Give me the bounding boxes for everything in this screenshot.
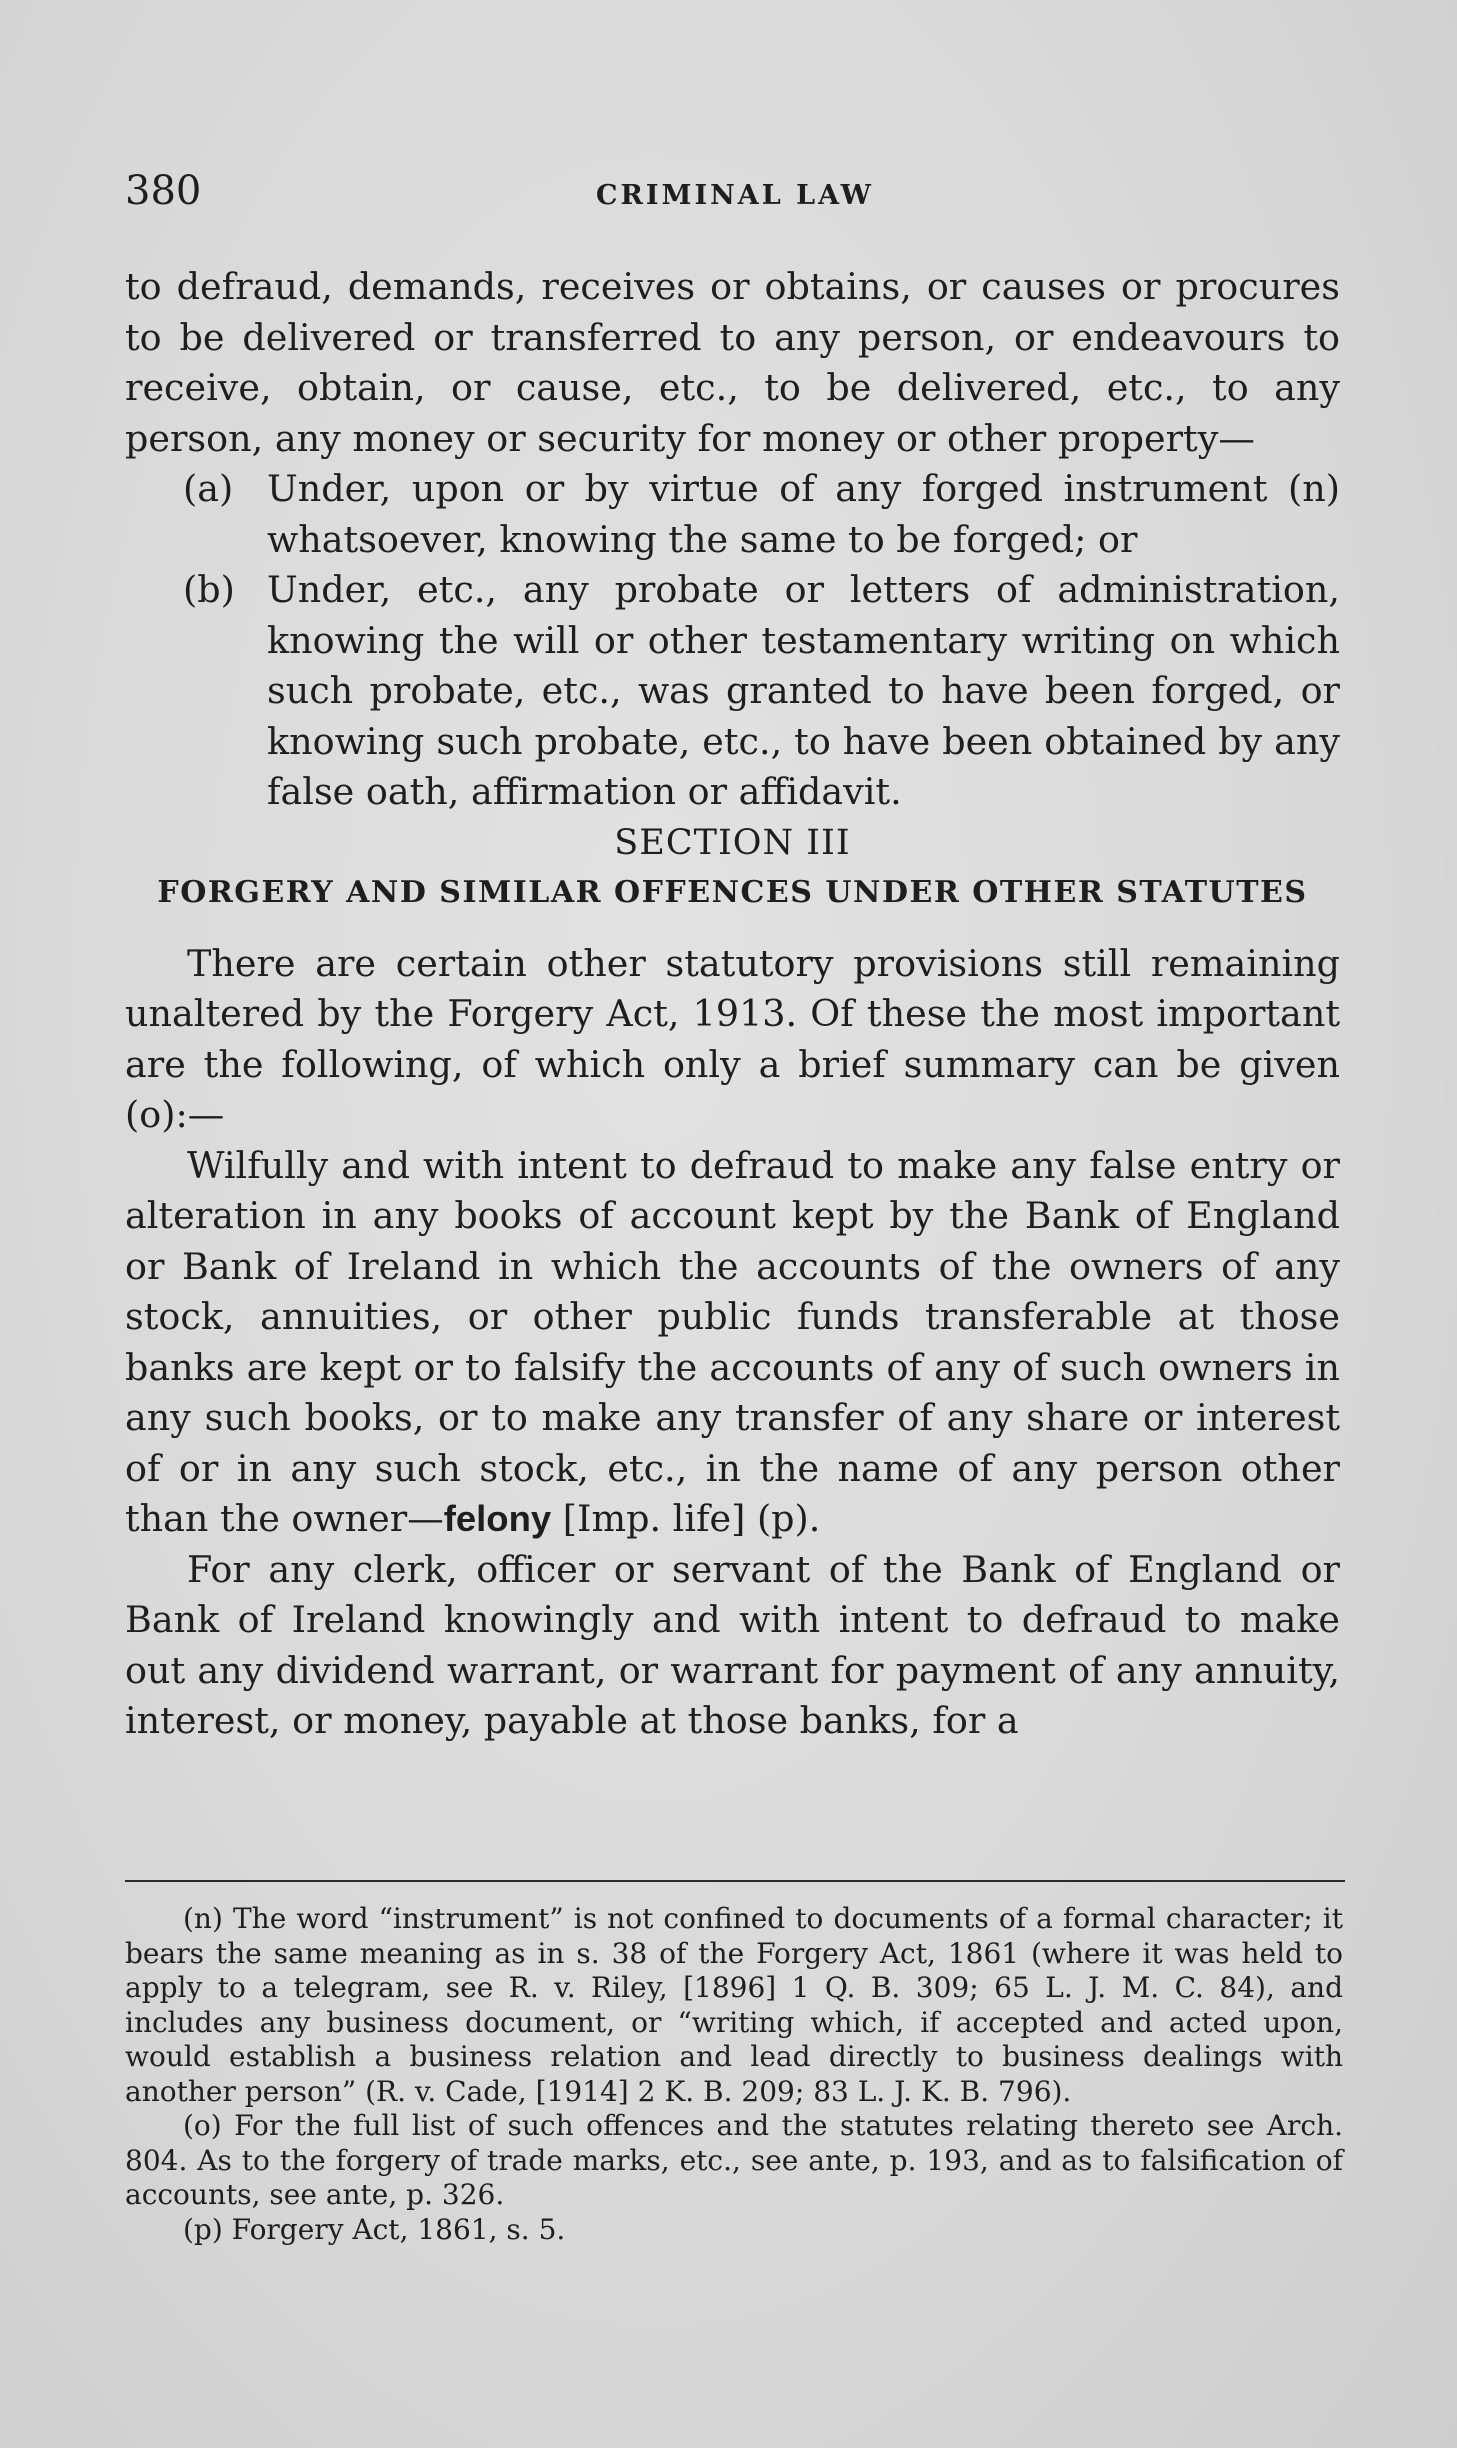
paragraph-2-main: Wilfully and with intent to defraud to make any false entry or alteration in any books of account kept by the Bank of England or Bank of Ireland in which the accounts of the owners of any stock, annuities, or other public funds transferable at those banks are kept or to falsify the accounts of any of such owners in any such books, or to make any transfer of any share or interest of or in any such stock, etc., in the name of any person other than the owner— bbox=[125, 1143, 1340, 1540]
footnote-n: (n) The word “instrument” is not confined to documents of a formal character; it bears the same meaning as in s. 38 of the Forgery Act, 1861 (where it was held to apply to a telegram, see R. v. Riley, [1896] 1 Q. B. 309; 65 L. J. M. C. 84), and includes any business document, or “writing which, if accepted and acted upon, would establish a business relation and lead directly to business dealings with another person” (R. v. Cade, [1914] 2 K. B. 209; 83 L. J. K. B. 796). bbox=[125, 1902, 1343, 2108]
page-header bbox=[125, 168, 1345, 218]
footnotes bbox=[125, 1902, 1343, 2247]
paragraph-1: There are certain other statutory provisions still remaining unaltered by the Forgery Act, 1913. Of these the most important are the following, of which only a brief summary can be given (o):— bbox=[125, 941, 1340, 1136]
list-item-b bbox=[125, 565, 1340, 818]
section-subtitle: FORGERY AND SIMILAR OFFENCES UNDER OTHER STATUTES bbox=[157, 875, 1308, 910]
list-item-marker: (b) bbox=[183, 568, 235, 611]
paragraph-2 bbox=[125, 1141, 1340, 1545]
footnote-o: (o) For the full list of such offences and the statutes relating thereto see Arch. 804. As to the forgery of trade marks, etc., see ante, p. 193, and as to falsification of accounts, see ante, p. 326. bbox=[125, 2109, 1343, 2211]
main-text bbox=[125, 262, 1340, 1747]
paragraph-3: For any clerk, officer or servant of the Bank of England or Bank of Ireland knowingly and with intent to defraud to make out any dividend warrant, or warrant for payment of any annuity, interest, or money, payable at those banks, for a bbox=[125, 1547, 1340, 1742]
intro-paragraph: to defraud, demands, receives or obtains, or causes or procures to be delivered or transferred to any person, or endeavours to receive, obtain, or cause, etc., to be delivered, etc., to any person, any money or security for money or other property— bbox=[125, 265, 1340, 460]
felony-term: felony bbox=[443, 1498, 552, 1539]
list-item-text: Under, upon or by virtue of any forged instrument (n) whatsoever, knowing the same to be forged; or bbox=[267, 467, 1340, 561]
footnote-divider bbox=[125, 1880, 1345, 1882]
list-item-a bbox=[125, 464, 1340, 565]
page-number: 380 bbox=[125, 168, 202, 214]
list-item-text: Under, etc., any probate or letters of administration, knowing the will or other testamentary writing on which such probate, etc., was granted to have been forged, or knowing such probate, etc., to have been obtained by any false oath, affirmation or affidavit. bbox=[267, 568, 1340, 813]
footnote-p: (p) Forgery Act, 1861, s. 5. bbox=[183, 2212, 566, 2246]
section-title: SECTION III bbox=[614, 822, 851, 863]
running-head: CRIMINAL LAW bbox=[596, 180, 874, 211]
list-item-marker: (a) bbox=[183, 467, 234, 510]
paragraph-2-tail: [Imp. life] (p). bbox=[551, 1497, 821, 1540]
